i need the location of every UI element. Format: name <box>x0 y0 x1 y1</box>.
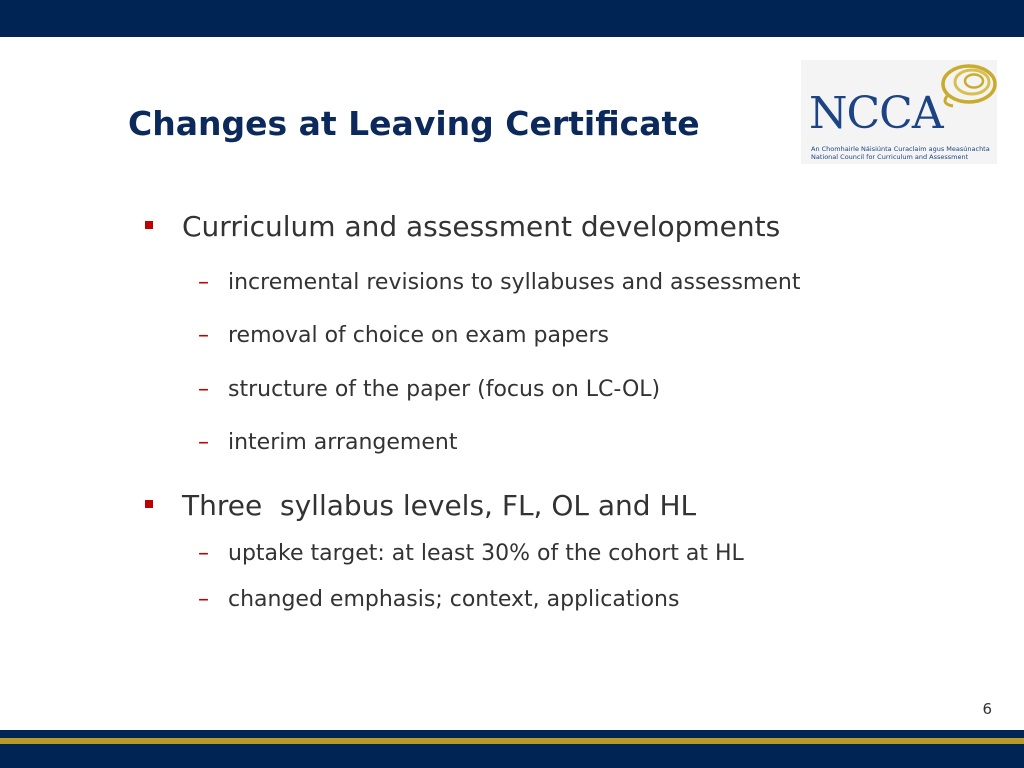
dash-bullet-icon: – <box>198 377 209 402</box>
sub-bullet-text: changed emphasis; context, applications <box>228 587 680 612</box>
page-number: 6 <box>982 700 992 718</box>
sub-bullet-text: incremental revisions to syllabuses and assessment <box>228 270 801 295</box>
sub-bullet-text: interim arrangement <box>228 430 458 455</box>
bullet-text: Three syllabus levels, FL, OL and HL <box>182 489 697 522</box>
swirl-logo-icon <box>939 62 1001 110</box>
sub-bullet-text: structure of the paper (focus on LC-OL) <box>228 377 661 402</box>
bullet-text: Curriculum and assessment developments <box>182 210 781 243</box>
ncca-logo <box>801 60 997 164</box>
logo-wordmark: NCCA <box>809 88 943 139</box>
sub-bullet-text: removal of choice on exam papers <box>228 323 609 348</box>
dash-bullet-icon: – <box>198 430 209 455</box>
logo-irish-name: An Chomhairle Náisiúnta Curaclaim agus Measúnachta <box>811 145 990 153</box>
slide-title: Changes at Leaving Certificate <box>128 104 700 143</box>
footer-band-navy-top <box>0 730 1024 738</box>
footer-band-navy-bottom <box>0 744 1024 768</box>
dash-bullet-icon: – <box>198 541 209 566</box>
square-bullet-icon <box>145 500 153 508</box>
logo-english-name: National Council for Curriculum and Assessment <box>811 153 969 161</box>
top-banner <box>0 0 1024 37</box>
dash-bullet-icon: – <box>198 270 209 295</box>
dash-bullet-icon: – <box>198 323 209 348</box>
sub-bullet-text: uptake target: at least 30% of the cohort at HL <box>228 541 744 566</box>
square-bullet-icon <box>145 221 153 229</box>
dash-bullet-icon: – <box>198 587 209 612</box>
